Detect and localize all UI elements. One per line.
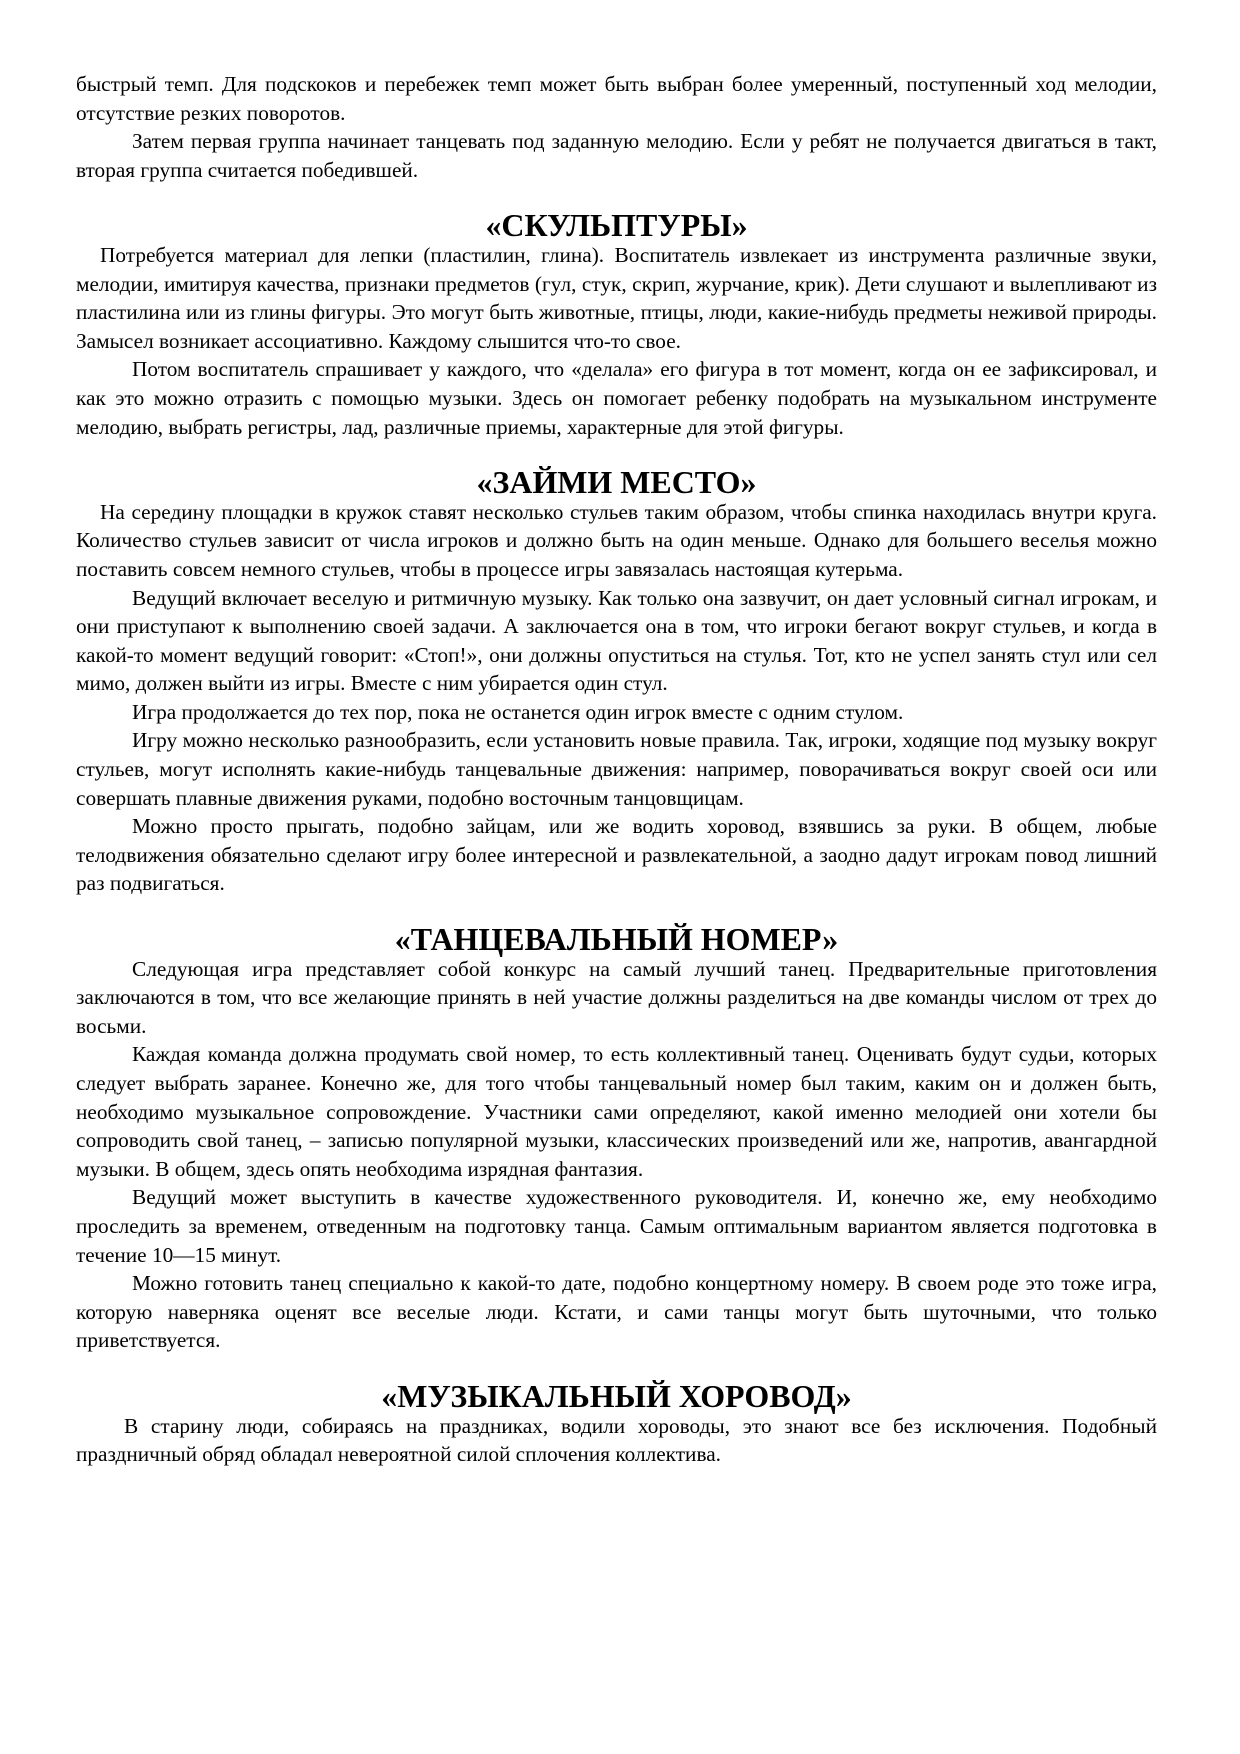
dance-number-paragraph-1: Следующая игра представляет собой конкурс на самый лучший танец. Предварительные приготовления заключаются в том, что все желающие принять в ней участие должны разделиться на две команды числом от трех до восьми. [76, 956, 1157, 1038]
dance-number-paragraph-2: Каждая команда должна продумать свой номер, то есть коллективный танец. Оценивать будут судьи, которых следует выбрать заранее. Конечно же, для того чтобы танцевальный номер был таким, каким он и должен быть, необходимо музыкальное сопровождение. Участники сами определяют, какой именно мелодией они хотели бы сопроводить свой танец, – записью популярной музыки, классических произведений или же, напротив, авангардной музыки. В общем, здесь опять необходима изрядная фантазия. [76, 1042, 1157, 1181]
take-place-paragraph-5: Можно просто прыгать, подобно зайцам, или же водить хоровод, взявшись за руки. В общем, любые телодвижения обязательно сделают игру более интересной и развлекательной, а заодно дадут игрокам повод лишний раз подвигаться. [76, 814, 1157, 896]
take-place-paragraph-2: Ведущий включает веселую и ритмичную музыку. Как только она зазвучит, он дает условный сигнал игрокам, и они приступают к выполнению своей задачи. А заключается она в том, что игроки бегают вокруг стульев, и когда в какой-то момент ведущий говорит: «Стоп!», они должны опуститься на стулья. Тот, кто не успел занять стул или сел мимо, должен выйти из игры. Вместе с ним убирается один стул. [76, 585, 1157, 696]
dance-number-paragraph-3: Ведущий может выступить в качестве художественного руководителя. И, конечно же, ему необходимо проследить за временем, отведенным на подготовку танца. Самым оптимальным вариантом является подготовка в течение 10—15 минут. [76, 1185, 1157, 1267]
sculptures-paragraph-1: Потребуется материал для лепки (пластилин, глина). Воспитатель извлекает из инструмента различные звуки, мелодии, имитируя качества, признаки предметов (гул, стук, скрип, журчание, крик). Дети слушают и вылепливают из пластилина или из глины фигуры. Это могут быть животные, птицы, люди, какие-нибудь предметы неживой природы. Замысел возникает ассоциативно. Каждому слышится что-то свое. [76, 242, 1157, 353]
take-place-paragraph-1: На середину площадки в кружок ставят несколько стульев таким образом, чтобы спинка находилась внутри круга. Количество стульев зависит от числа игроков и должно быть на один меньше. Однако для большего веселья можно поставить совсем немного стульев, чтобы в процессе игры завязалась настоящая кутерьма. [76, 499, 1157, 581]
dance-number-heading: «ТАНЦЕВАЛЬНЫЙ НОМЕР» [394, 922, 839, 958]
intro-paragraph-2: Затем первая группа начинает танцевать под заданную мелодию. Если у ребят не получается двигаться в такт, вторая группа считается победившей. [76, 129, 1157, 182]
sculptures-paragraph-2: Потом воспитатель спрашивает у каждого, что «делала» его фигура в тот момент, когда он ее зафиксировал, и как это можно отразить с помощью музыки. Здесь он помогает ребенку подобрать на музыкальном инструменте мелодию, выбрать регистры, лад, различные приемы, характерные для этой фигуры. [76, 357, 1157, 439]
take-place-heading: «ЗАЙМИ МЕСТО» [476, 465, 757, 501]
intro-paragraph-1: быстрый темп. Для подскоков и перебежек темп может быть выбран более умеренный, поступенный ход мелодии, отсутствие резких поворотов. [76, 72, 1157, 125]
round-dance-heading: «МУЗЫКАЛЬНЫЙ ХОРОВОД» [381, 1378, 852, 1414]
document-page [76, 70, 1157, 1469]
round-dance-paragraph-1: В старину люди, собираясь на праздниках, водили хороводы, это знают все без исключения. Подобный праздничный обряд обладал невероятной силой сплочения коллектива. [76, 1413, 1157, 1467]
sculptures-heading: «СКУЛЬПТУРЫ» [485, 208, 748, 244]
dance-number-paragraph-4: Можно готовить танец специально к какой-то дате, подобно концертному номеру. В своем роде это тоже игра, которую наверняка оценят все веселые люди. Кстати, и сами танцы могут быть шуточными, что только приветствуется. [76, 1271, 1157, 1353]
take-place-paragraph-3: Игра продолжается до тех пор, пока не останется один игрок вместе с одним стулом. [132, 699, 904, 724]
take-place-paragraph-4: Игру можно несколько разнообразить, если установить новые правила. Так, игроки, ходящие под музыку вокруг стульев, могут исполнять какие-нибудь танцевальные движения: например, поворачиваться вокруг своей оси или совершать плавные движения руками, подобно восточным танцовщицам. [76, 728, 1157, 810]
